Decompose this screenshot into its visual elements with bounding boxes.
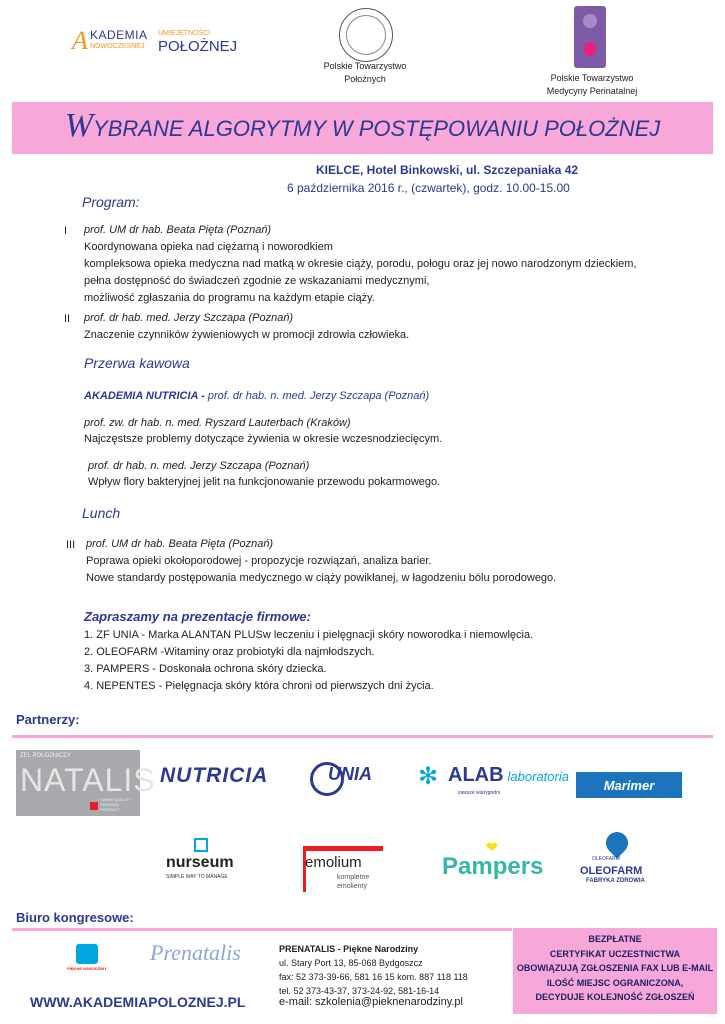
venue-date: 6 października 2016 r., (czwartek), godz. 10.00-15.00 (287, 181, 570, 195)
contact-street: ul. Stary Port 13, 85-068 Bydgoszcz (279, 958, 423, 968)
session2-number: II (64, 313, 71, 325)
marimer-logo (576, 772, 682, 798)
alab-sub: laboratoria (507, 769, 569, 784)
contact-email[interactable]: e-mail: szkolenia@pieknenarodziny.pl (279, 996, 463, 1008)
session1-line: pełna dostępność do świadczeń zgodnie ze wskazaniami medycznymi, (84, 275, 430, 287)
company-item: 2. OLEOFARM -Witaminy oraz probiotyki dla najmłodszych. (84, 646, 375, 658)
emolium-sub2: emolienty (337, 883, 367, 890)
ptmp-caption-line2: Medycyny Perinatalnej (546, 86, 638, 96)
biuro-heading: Biuro kongresowe: (16, 910, 134, 925)
session3-line: Poprawa opieki okołoporodowej - propozycje rozwiązań, analiza barier. (86, 555, 432, 567)
alab-logo (418, 763, 569, 796)
emolium-logo (303, 846, 383, 892)
pampers-logo (442, 839, 544, 881)
nurseum-name: nurseum (166, 854, 234, 871)
oleofarm-sub: FABRYKA ZDROWIA (586, 878, 645, 884)
natalis-top: ŻEL POŁOŻNICZY (20, 753, 71, 759)
certificate-line: DECYDUJE KOLEJNOŚĆ ZGŁOSZEŃ (535, 992, 695, 1002)
oleofarm-logo (578, 832, 658, 892)
company-item: 4. NEPENTES - Pielęgnacja skóry która chroni od pierwszych dni życia. (84, 680, 434, 692)
session1-line: kompleksowa opieka medyczna nad matką w okresie ciąży, porodu, połogu oraz jej nowo narodzonym dzieckiem, (84, 258, 637, 270)
certificate-box (513, 928, 717, 1014)
company-item: 1. ZF UNIA - Marka ALANTAN PLUSw leczeniu i pielęgnacji skóry noworodka i niemowlęcia. (84, 629, 534, 641)
pto-seal-icon (339, 8, 393, 62)
session1-speaker: prof. UM dr hab. Beata Pięta (Poznań) (84, 224, 272, 236)
session1-number: I (64, 225, 68, 237)
certificate-line: ILOŚĆ MIEJSC OGRANICZONA, (546, 977, 684, 988)
oleofarm-small: OLEOFARM (592, 856, 620, 862)
stork-icon (76, 944, 98, 964)
alab-name: ALAB (448, 764, 504, 786)
contact-address (279, 942, 468, 998)
session3-number: III (66, 539, 76, 551)
certificate-line: CERTYFIKAT UCZESTNICTWA (549, 948, 681, 959)
akademia-logo-initial: A (72, 26, 88, 55)
page-title-initial: W (64, 107, 94, 144)
session1-line: Koordynowana opieka nad ciężarną i noworodkiem (84, 241, 333, 253)
contact-fax: fax: 52 373-39-66, 581 16 15 kom. 887 118 118 (279, 972, 468, 982)
pn-logo-text: PIĘKNE NARODZINY (67, 966, 107, 971)
session2-topic: Znaczenie czynników żywieniowych w promocji zdrowia człowieka. (84, 329, 410, 341)
natalis-logo (16, 750, 156, 816)
website-link[interactable]: WWW.AKADEMIAPOLOZNEJ.PL (30, 994, 246, 1010)
lunch: Lunch (82, 505, 121, 521)
ptmp-caption-line1: Polskie Towarzystwo (550, 73, 634, 83)
ptmp-caption (522, 72, 662, 98)
divider (12, 928, 512, 931)
prenatalis-logo: Prenatalis (150, 940, 241, 965)
nurseum-tagline: SIMPLE WAY TO MANAGE (166, 874, 228, 880)
partners-heading: Partnerzy: (16, 712, 80, 727)
unia-logo (314, 764, 372, 785)
nurseum-logo (166, 854, 234, 880)
oleofarm-name: OLEOFARM (580, 865, 643, 877)
session1-line: możliwość zgłaszania do programu na każdym etapie ciąży. (84, 292, 375, 304)
program-heading: Program: (82, 194, 140, 210)
pampers-name: Pampers (442, 853, 544, 880)
marimer-name: Marimer (603, 777, 655, 793)
oleofarm-drop-icon (601, 827, 632, 858)
nurseum-cross-icon (194, 838, 208, 852)
nutricia1-speaker: prof. zw. dr hab. n. med. Ryszard Lauterbach (Kraków) (84, 417, 351, 429)
swiss-flag-icon (90, 802, 98, 810)
session3-speaker: prof. UM dr hab. Beata Pięta (Poznań) (86, 538, 274, 550)
ptmp-logo-icon (574, 6, 606, 68)
natalis-name: NATALIS (20, 762, 156, 798)
unia-ring-icon (310, 762, 344, 796)
divider (12, 735, 713, 738)
contact-tel: tel. 52 373-43-37, 373-24-92, 581-16-14 (279, 986, 440, 996)
coffee-break: Przerwa kawowa (84, 355, 190, 371)
venue-place: KIELCE, Hotel Binkowski, ul. Szczepaniaka 42 (316, 163, 579, 177)
piekne-narodziny-logo (66, 938, 108, 982)
certificate-line: OBOWIĄZUJĄ ZGŁOSZENIA FAX LUB E-MAIL (516, 963, 714, 973)
company-presentations-heading: Zapraszamy na prezentacje firmowe: (84, 609, 311, 624)
unia-name: UNIA (328, 764, 372, 784)
session2-speaker: prof. dr hab. med. Jerzy Szczapa (Poznań) (84, 312, 294, 324)
certificate-line: BEZPŁATNE (588, 934, 642, 944)
pto-caption-line1: Polskie Towarzystwo (323, 61, 407, 71)
contact-company: PRENATALIS - Piękne Narodziny (279, 944, 419, 954)
emolium-sub1: kompletne (337, 874, 370, 881)
nutricia1-topic: Najczęstsze problemy dotyczące żywienia w okresie wczesnodziecięcym. (84, 433, 443, 445)
session3-line: Nowe standardy postępowania medycznego w ciąży powikłanej, w łagodzeniu bólu porodowego. (86, 572, 557, 584)
pto-caption (298, 60, 432, 86)
page-title (12, 106, 713, 149)
nutricia-label: AKADEMIA NUTRICIA - (84, 390, 205, 402)
nutricia2-speaker: prof. dr hab. n. med. Jerzy Szczapa (Poznań) (88, 460, 310, 472)
emolium-sub (337, 873, 369, 891)
natalis-sub: SWISS QUALITY PREMIUM PRODUCT (100, 797, 132, 812)
company-item: 3. PAMPERS - Doskonała ochrona skóry dziecka. (84, 663, 327, 675)
nutricia-speaker: prof. dr hab. n. med. Jerzy Szczapa (Poznań) (204, 390, 430, 402)
akademia-logo-line1: KADEMIA (90, 28, 148, 42)
alab-star-icon: ✻ (418, 763, 439, 790)
nutricia2-topic: Wpływ flory bakteryjnej jelit na funkcjonowanie przewodu pokarmowego. (88, 476, 441, 488)
akademia-logo (72, 24, 238, 64)
nutricia-heading (84, 388, 429, 405)
pampers-heart-icon: ❤ (486, 839, 498, 855)
pto-caption-line2: Położnych (344, 74, 386, 84)
nutricia-logo: NUTRICIA (160, 764, 269, 787)
akademia-logo-line1-small: UMIEJĘTNOŚCI (158, 30, 211, 37)
emolium-name: emolium (305, 854, 362, 871)
akademia-logo-line2-small: NOWOCZESNEJ (90, 43, 145, 50)
page-title-rest: YBRANE ALGORYTMY W POSTĘPOWANIU POŁOŻNEJ (93, 116, 661, 141)
alab-tagline: zawsze wiarygodni (458, 790, 500, 796)
akademia-logo-line2: POŁOŻNEJ (158, 38, 238, 55)
